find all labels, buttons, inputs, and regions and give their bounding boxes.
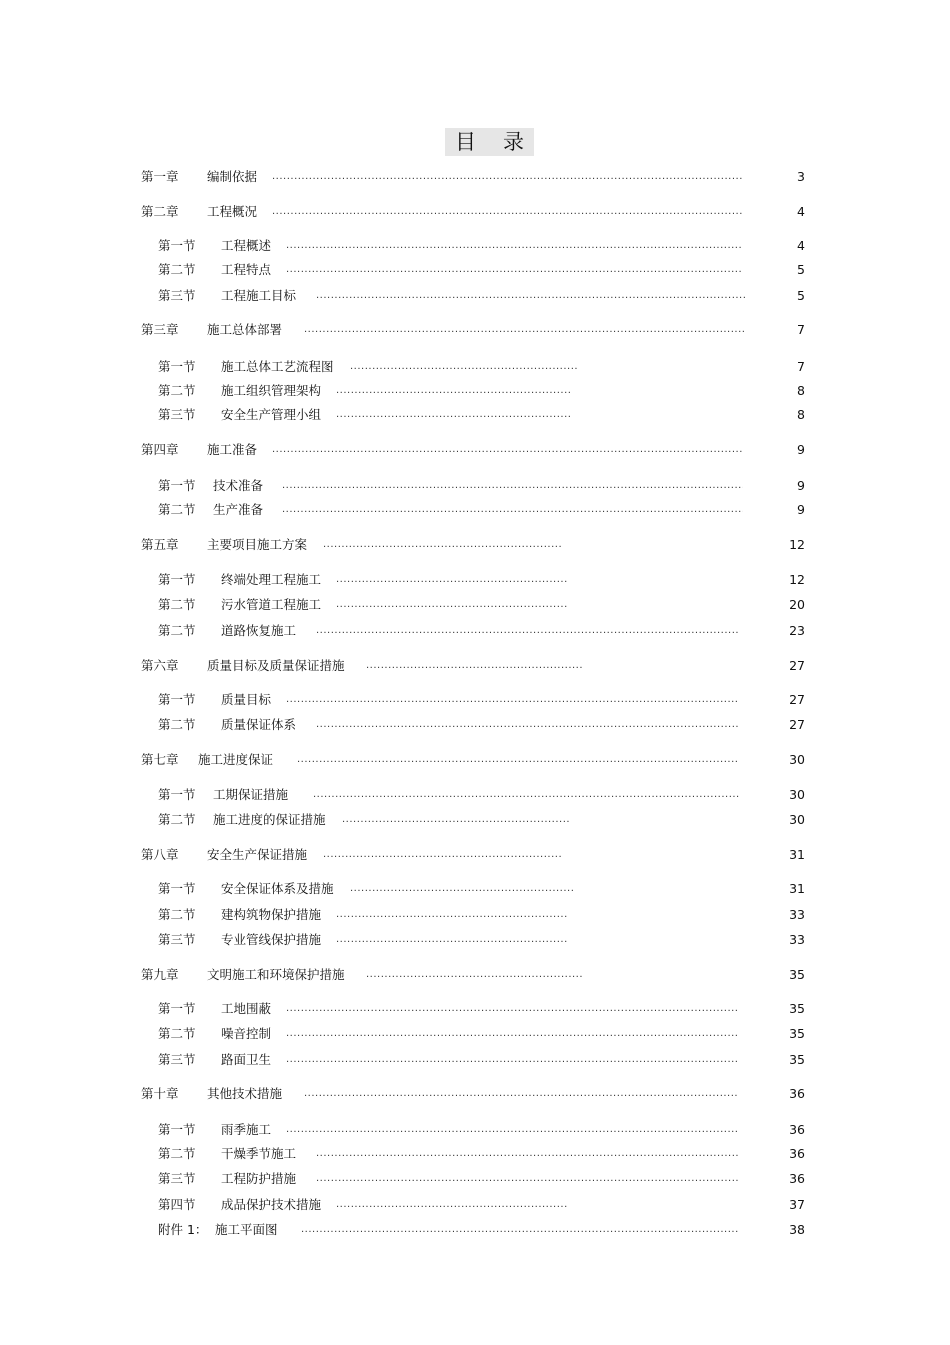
toc-row-section[interactable] xyxy=(0,405,950,425)
toc-row-text: 工程防护措施 xyxy=(221,1171,297,1186)
toc-row-chapter[interactable] xyxy=(0,167,950,187)
toc-row-label: 第一节 xyxy=(158,238,196,253)
toc-row-text: 工地围蔽 xyxy=(221,1001,272,1016)
toc-row-page: 3 xyxy=(797,169,805,184)
toc-row-page: 36 xyxy=(789,1146,805,1161)
toc-leader-dots xyxy=(286,260,743,280)
toc-leader-dots xyxy=(336,1195,567,1215)
toc-row-page: 35 xyxy=(789,967,805,982)
toc-row-page: 5 xyxy=(797,288,805,303)
toc-row-label: 第四章 xyxy=(141,442,179,457)
toc-row-section[interactable] xyxy=(0,381,950,401)
toc-leader-dots xyxy=(282,476,743,496)
toc-leader-dots xyxy=(323,535,561,555)
toc-row-label: 附件 1： xyxy=(158,1222,208,1237)
toc-row-label: 第三节 xyxy=(158,407,196,422)
toc-row-label: 第一节 xyxy=(158,1122,196,1137)
toc-row-text: 安全生产管理小组 xyxy=(221,407,322,422)
toc-row-text: 施工总体部署 xyxy=(207,322,283,337)
toc-row-label: 第二节 xyxy=(158,262,196,277)
toc-row-page: 33 xyxy=(789,907,805,922)
toc-row-section[interactable] xyxy=(0,930,950,950)
toc-row-chapter[interactable] xyxy=(0,750,950,770)
toc-row-section[interactable] xyxy=(0,1195,950,1215)
toc-row-page: 37 xyxy=(789,1197,805,1212)
toc-row-label: 第二节 xyxy=(158,597,196,612)
toc-leader-dots xyxy=(323,845,561,865)
toc-row-text: 生产准备 xyxy=(213,502,264,517)
toc-row-chapter[interactable] xyxy=(0,535,950,555)
toc-row-text: 施工进度保证 xyxy=(198,752,274,767)
toc-leader-dots xyxy=(336,570,567,590)
toc-row-label: 第四节 xyxy=(158,1197,196,1212)
toc-row-label: 第三节 xyxy=(158,288,196,303)
toc-row-text: 工程施工目标 xyxy=(221,288,297,303)
toc-row-text: 雨季施工 xyxy=(221,1122,272,1137)
toc-leader-dots xyxy=(336,381,571,401)
toc-row-page: 23 xyxy=(789,623,805,638)
toc-leader-dots xyxy=(336,930,567,950)
toc-leader-dots xyxy=(272,202,742,222)
toc-row-label: 第三章 xyxy=(141,322,179,337)
toc-row-chapter[interactable] xyxy=(0,320,950,340)
toc-row-text: 工期保证措施 xyxy=(213,787,289,802)
toc-row-page: 30 xyxy=(789,787,805,802)
toc-row-page: 27 xyxy=(789,658,805,673)
toc-row-section[interactable] xyxy=(0,260,950,280)
toc-row-text: 安全生产保证措施 xyxy=(207,847,308,862)
toc-row-label: 第二节 xyxy=(158,383,196,398)
toc-row-page: 30 xyxy=(789,812,805,827)
toc-row-section[interactable] xyxy=(0,1120,950,1140)
toc-row-chapter[interactable] xyxy=(0,202,950,222)
toc-row-page: 31 xyxy=(789,881,805,896)
toc-row-text: 道路恢复施工 xyxy=(221,623,297,638)
toc-row-label: 第二节 xyxy=(158,717,196,732)
toc-leader-dots xyxy=(304,1084,738,1104)
toc-row-label: 第一章 xyxy=(141,169,179,184)
toc-leader-dots xyxy=(336,595,567,615)
toc-row-page: 31 xyxy=(789,847,805,862)
toc-leader-dots xyxy=(342,810,570,830)
toc-row-section[interactable] xyxy=(0,286,950,306)
toc-row-section[interactable] xyxy=(0,715,950,735)
toc-row-appendix[interactable] xyxy=(0,1220,950,1240)
toc-leader-dots xyxy=(286,690,737,710)
toc-row-text: 施工总体工艺流程图 xyxy=(221,359,334,374)
toc-row-text: 工程概况 xyxy=(207,204,258,219)
toc-leader-dots xyxy=(282,500,743,520)
toc-row-text: 工程特点 xyxy=(221,262,272,277)
toc-row-page: 30 xyxy=(789,752,805,767)
toc-row-label: 第十章 xyxy=(141,1086,179,1101)
toc-leader-dots xyxy=(272,440,742,460)
toc-row-text: 技术准备 xyxy=(213,478,264,493)
toc-row-page: 20 xyxy=(789,597,805,612)
toc-title xyxy=(445,128,534,156)
toc-leader-dots xyxy=(350,357,578,377)
toc-row-text: 质量保证体系 xyxy=(221,717,297,732)
toc-row-text: 污水管道工程施工 xyxy=(221,597,322,612)
toc-row-page: 35 xyxy=(789,1052,805,1067)
toc-row-label: 第八章 xyxy=(141,847,179,862)
toc-row-page: 8 xyxy=(797,407,805,422)
toc-row-text: 噪音控制 xyxy=(221,1026,272,1041)
toc-row-section[interactable] xyxy=(0,595,950,615)
toc-row-text: 建构筑物保护措施 xyxy=(221,907,322,922)
toc-row-section[interactable] xyxy=(0,879,950,899)
toc-row-section[interactable] xyxy=(0,570,950,590)
toc-row-section[interactable] xyxy=(0,905,950,925)
toc-leader-dots xyxy=(316,715,739,735)
toc-title-char-2: 录 xyxy=(503,130,524,154)
toc-row-page: 8 xyxy=(797,383,805,398)
toc-leader-dots xyxy=(286,236,743,256)
toc-row-label: 第一节 xyxy=(158,787,196,802)
toc-row-page: 33 xyxy=(789,932,805,947)
toc-row-label: 第一节 xyxy=(158,359,196,374)
toc-row-page: 38 xyxy=(789,1222,805,1237)
toc-leader-dots xyxy=(316,1144,739,1164)
toc-row-section[interactable] xyxy=(0,785,950,805)
toc-leader-dots xyxy=(316,286,746,306)
toc-row-text: 施工组织管理架构 xyxy=(221,383,322,398)
toc-row-label: 第二节 xyxy=(158,623,196,638)
toc-leader-dots xyxy=(366,656,582,676)
toc-row-label: 第七章 xyxy=(141,752,179,767)
toc-row-label: 第三节 xyxy=(158,1171,196,1186)
toc-row-label: 第二章 xyxy=(141,204,179,219)
toc-leader-dots xyxy=(336,405,571,425)
toc-row-text: 其他技术措施 xyxy=(207,1086,283,1101)
toc-row-label: 第二节 xyxy=(158,1026,196,1041)
toc-row-page: 9 xyxy=(797,502,805,517)
toc-row-text: 安全保证体系及措施 xyxy=(221,881,334,896)
toc-leader-dots xyxy=(297,750,738,770)
toc-row-label: 第三节 xyxy=(158,1052,196,1067)
toc-leader-dots xyxy=(350,879,574,899)
toc-leader-dots xyxy=(316,1169,739,1189)
toc-row-text: 施工准备 xyxy=(207,442,258,457)
toc-row-section[interactable] xyxy=(0,500,950,520)
toc-row-page: 27 xyxy=(789,717,805,732)
toc-row-label: 第一节 xyxy=(158,1001,196,1016)
toc-row-label: 第六章 xyxy=(141,658,179,673)
toc-row-text: 质量目标及质量保证措施 xyxy=(207,658,345,673)
toc-row-label: 第三节 xyxy=(158,932,196,947)
toc-row-page: 27 xyxy=(789,692,805,707)
toc-row-label: 第二节 xyxy=(158,812,196,827)
toc-row-page: 36 xyxy=(789,1086,805,1101)
toc-row-page: 12 xyxy=(789,537,805,552)
toc-row-label: 第二节 xyxy=(158,907,196,922)
toc-row-text: 终端处理工程施工 xyxy=(221,572,322,587)
toc-row-page: 12 xyxy=(789,572,805,587)
toc-leader-dots xyxy=(304,320,745,340)
toc-row-text: 干燥季节施工 xyxy=(221,1146,297,1161)
toc-row-section[interactable] xyxy=(0,621,950,641)
toc-row-section[interactable] xyxy=(0,236,950,256)
toc-row-label: 第一节 xyxy=(158,881,196,896)
toc-row-page: 9 xyxy=(797,442,805,457)
toc-title-char-1: 目 xyxy=(455,130,476,154)
toc-row-label: 第二节 xyxy=(158,502,196,517)
toc-row-text: 主要项目施工方案 xyxy=(207,537,308,552)
toc-row-section[interactable] xyxy=(0,690,950,710)
toc-row-text: 质量目标 xyxy=(221,692,272,707)
toc-leader-dots xyxy=(301,1220,738,1240)
toc-row-chapter[interactable] xyxy=(0,440,950,460)
toc-leader-dots xyxy=(272,167,742,187)
toc-row-page: 35 xyxy=(789,1001,805,1016)
toc-row-page: 4 xyxy=(797,204,805,219)
toc-leader-dots xyxy=(336,905,567,925)
toc-row-section[interactable] xyxy=(0,1144,950,1164)
toc-row-section[interactable] xyxy=(0,476,950,496)
toc-row-section[interactable] xyxy=(0,1050,950,1070)
toc-leader-dots xyxy=(286,1050,737,1070)
toc-row-page: 36 xyxy=(789,1171,805,1186)
toc-row-section[interactable] xyxy=(0,1169,950,1189)
toc-row-label: 第二节 xyxy=(158,1146,196,1161)
toc-row-label: 第一节 xyxy=(158,692,196,707)
toc-row-section[interactable] xyxy=(0,357,950,377)
toc-row-section[interactable] xyxy=(0,999,950,1019)
toc-row-chapter[interactable] xyxy=(0,656,950,676)
toc-leader-dots xyxy=(313,785,739,805)
toc-row-text: 工程概述 xyxy=(221,238,272,253)
toc-row-page: 36 xyxy=(789,1122,805,1137)
toc-row-text: 编制依据 xyxy=(207,169,258,184)
toc-row-chapter[interactable] xyxy=(0,845,950,865)
toc-leader-dots xyxy=(366,965,582,985)
toc-row-text: 专业管线保护措施 xyxy=(221,932,322,947)
toc-row-text: 施工进度的保证措施 xyxy=(213,812,326,827)
toc-row-label: 第五章 xyxy=(141,537,179,552)
toc-row-page: 4 xyxy=(797,238,805,253)
toc-row-page: 5 xyxy=(797,262,805,277)
toc-leader-dots xyxy=(286,1120,737,1140)
toc-row-section[interactable] xyxy=(0,810,950,830)
toc-row-text: 成品保护技术措施 xyxy=(221,1197,322,1212)
toc-row-text: 文明施工和环境保护措施 xyxy=(207,967,345,982)
toc-row-section[interactable] xyxy=(0,1024,950,1044)
toc-row-text: 路面卫生 xyxy=(221,1052,272,1067)
toc-leader-dots xyxy=(286,999,737,1019)
toc-row-text: 施工平面图 xyxy=(215,1222,278,1237)
toc-row-label: 第九章 xyxy=(141,967,179,982)
toc-row-label: 第一节 xyxy=(158,478,196,493)
toc-row-page: 7 xyxy=(797,322,805,337)
toc-row-chapter[interactable] xyxy=(0,1084,950,1104)
toc-row-page: 7 xyxy=(797,359,805,374)
toc-leader-dots xyxy=(286,1024,737,1044)
toc-row-page: 9 xyxy=(797,478,805,493)
toc-row-page: 35 xyxy=(789,1026,805,1041)
toc-leader-dots xyxy=(316,621,739,641)
toc-row-label: 第一节 xyxy=(158,572,196,587)
toc-row-chapter[interactable] xyxy=(0,965,950,985)
